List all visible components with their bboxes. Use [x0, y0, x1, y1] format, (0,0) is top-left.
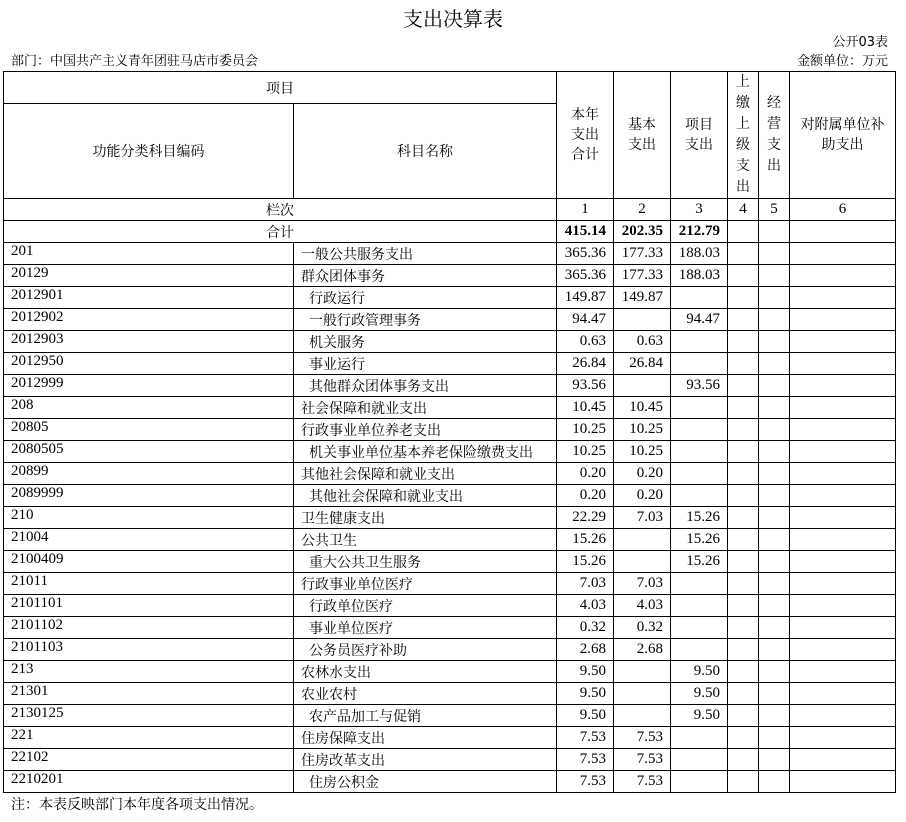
sum-subsidy	[790, 221, 896, 243]
row-basic: 0.20	[614, 463, 671, 485]
row-operation	[759, 397, 790, 419]
row-basic	[614, 529, 671, 551]
row-code: 21011	[4, 573, 294, 595]
row-remit	[728, 749, 759, 771]
header-project-expense	[671, 72, 728, 199]
table-row	[4, 309, 896, 331]
row-subsidy	[790, 309, 896, 331]
row-code: 2210201	[4, 771, 294, 793]
row-project	[671, 287, 728, 309]
row-basic: 10.45	[614, 397, 671, 419]
header-operation	[759, 72, 790, 199]
row-basic: 10.25	[614, 441, 671, 463]
row-total: 7.53	[557, 771, 614, 793]
row-subject-name: 群众团体事务	[294, 265, 557, 287]
row-subject-name: 公共卫生	[294, 529, 557, 551]
header-remit	[728, 72, 759, 199]
row-code: 2080505	[4, 441, 294, 463]
row-total: 0.20	[557, 463, 614, 485]
table-row	[4, 661, 896, 683]
table-row	[4, 683, 896, 705]
row-basic: 7.53	[614, 771, 671, 793]
row-project	[671, 639, 728, 661]
row-operation	[759, 551, 790, 573]
row-basic: 7.53	[614, 749, 671, 771]
row-operation	[759, 727, 790, 749]
row-project: 93.56	[671, 375, 728, 397]
row-code: 2012903	[4, 331, 294, 353]
row-project: 188.03	[671, 265, 728, 287]
row-subject-name: 行政单位医疗	[294, 595, 557, 617]
row-code: 2089999	[4, 485, 294, 507]
row-project	[671, 419, 728, 441]
row-code: 2100409	[4, 551, 294, 573]
row-remit	[728, 529, 759, 551]
row-code: 221	[4, 727, 294, 749]
header-subsidy-text: 对附属单位补助支出	[800, 117, 885, 153]
header-func-code: 功能分类科目编码	[4, 104, 294, 199]
row-total: 10.45	[557, 397, 614, 419]
row-project: 94.47	[671, 309, 728, 331]
row-subsidy	[790, 265, 896, 287]
row-subsidy	[790, 485, 896, 507]
row-operation	[759, 441, 790, 463]
row-subject-name: 公务员医疗补助	[294, 639, 557, 661]
row-code: 210	[4, 507, 294, 529]
row-remit	[728, 639, 759, 661]
row-basic: 10.25	[614, 419, 671, 441]
row-basic: 0.63	[614, 331, 671, 353]
table-row	[4, 705, 896, 727]
row-basic	[614, 309, 671, 331]
header-total	[557, 72, 614, 199]
row-subsidy	[790, 727, 896, 749]
row-remit	[728, 573, 759, 595]
row-subsidy	[790, 331, 896, 353]
header-basic-text: 基本支出	[628, 117, 656, 153]
row-subject-name: 住房改革支出	[294, 749, 557, 771]
row-total: 0.20	[557, 485, 614, 507]
row-basic	[614, 661, 671, 683]
expenditure-table	[3, 71, 896, 793]
row-total: 9.50	[557, 683, 614, 705]
row-subsidy	[790, 683, 896, 705]
department-label: 部门：中国共产主义青年团驻马店市委员会	[11, 54, 259, 69]
row-subsidy	[790, 243, 896, 265]
row-project	[671, 727, 728, 749]
sum-label: 合计	[4, 221, 557, 243]
row-project	[671, 353, 728, 375]
row-total: 149.87	[557, 287, 614, 309]
row-remit	[728, 551, 759, 573]
row-total: 4.03	[557, 595, 614, 617]
row-code: 20129	[4, 265, 294, 287]
row-operation	[759, 265, 790, 287]
header-subject-name: 科目名称	[294, 104, 557, 199]
col-number: 5	[759, 199, 790, 221]
row-subsidy	[790, 529, 896, 551]
row-subject-name: 机关服务	[294, 331, 557, 353]
row-basic: 26.84	[614, 353, 671, 375]
row-remit	[728, 463, 759, 485]
row-code: 20899	[4, 463, 294, 485]
row-total: 93.56	[557, 375, 614, 397]
row-operation	[759, 243, 790, 265]
row-total: 7.53	[557, 749, 614, 771]
row-subsidy	[790, 353, 896, 375]
sum-basic: 202.35	[614, 221, 671, 243]
col-number: 6	[790, 199, 896, 221]
row-project	[671, 463, 728, 485]
row-project	[671, 485, 728, 507]
row-code: 2101101	[4, 595, 294, 617]
footnote: 注：本表反映部门本年度各项支出情况。	[11, 797, 263, 813]
sum-total: 415.14	[557, 221, 614, 243]
table-row	[4, 771, 896, 793]
row-project	[671, 771, 728, 793]
table-row	[4, 529, 896, 551]
row-project	[671, 397, 728, 419]
row-remit	[728, 705, 759, 727]
row-project: 188.03	[671, 243, 728, 265]
row-subsidy	[790, 287, 896, 309]
row-total: 0.63	[557, 331, 614, 353]
row-operation	[759, 529, 790, 551]
row-operation	[759, 749, 790, 771]
table-row	[4, 287, 896, 309]
row-subject-name: 其他群众团体事务支出	[294, 375, 557, 397]
row-operation	[759, 683, 790, 705]
row-code: 213	[4, 661, 294, 683]
row-subsidy	[790, 749, 896, 771]
row-basic: 0.20	[614, 485, 671, 507]
row-subject-name: 行政事业单位医疗	[294, 573, 557, 595]
row-project	[671, 749, 728, 771]
row-code: 21004	[4, 529, 294, 551]
header-remit-text: 上缴上级支出	[736, 74, 750, 195]
sum-operation	[759, 221, 790, 243]
header-total-text: 本年支出合计	[571, 107, 599, 163]
row-operation	[759, 375, 790, 397]
row-subsidy	[790, 419, 896, 441]
row-subject-name: 机关事业单位基本养老保险缴费支出	[294, 441, 557, 463]
row-subject-name: 农产品加工与促销	[294, 705, 557, 727]
row-remit	[728, 419, 759, 441]
row-operation	[759, 617, 790, 639]
header-basic	[614, 72, 671, 199]
unit-label: 金额单位：万元	[796, 54, 888, 69]
row-remit	[728, 375, 759, 397]
row-subsidy	[790, 441, 896, 463]
row-operation	[759, 331, 790, 353]
row-code: 2012902	[4, 309, 294, 331]
row-remit	[728, 441, 759, 463]
row-operation	[759, 595, 790, 617]
row-subsidy	[790, 507, 896, 529]
row-remit	[728, 353, 759, 375]
row-basic: 7.53	[614, 727, 671, 749]
row-total: 10.25	[557, 419, 614, 441]
row-total: 0.32	[557, 617, 614, 639]
row-total: 26.84	[557, 353, 614, 375]
row-code: 2101103	[4, 639, 294, 661]
row-operation	[759, 661, 790, 683]
row-remit	[728, 661, 759, 683]
table-row	[4, 507, 896, 529]
lanci-label: 栏次	[4, 199, 557, 221]
row-subsidy	[790, 397, 896, 419]
row-basic	[614, 705, 671, 727]
row-operation	[759, 705, 790, 727]
sum-project: 212.79	[671, 221, 728, 243]
table-row	[4, 485, 896, 507]
row-operation	[759, 771, 790, 793]
row-basic: 7.03	[614, 573, 671, 595]
row-operation	[759, 485, 790, 507]
row-total: 2.68	[557, 639, 614, 661]
col-number: 1	[557, 199, 614, 221]
table-row	[4, 727, 896, 749]
row-total: 15.26	[557, 529, 614, 551]
table-row	[4, 353, 896, 375]
form-number: 公开03表	[832, 35, 888, 50]
row-project: 15.26	[671, 507, 728, 529]
row-remit	[728, 309, 759, 331]
table-row	[4, 551, 896, 573]
row-project	[671, 441, 728, 463]
row-remit	[728, 485, 759, 507]
row-operation	[759, 463, 790, 485]
row-subject-name: 住房公积金	[294, 771, 557, 793]
row-subsidy	[790, 771, 896, 793]
row-total: 365.36	[557, 243, 614, 265]
row-remit	[728, 595, 759, 617]
row-subject-name: 事业运行	[294, 353, 557, 375]
col-number: 2	[614, 199, 671, 221]
table-row	[4, 573, 896, 595]
row-subject-name: 一般行政管理事务	[294, 309, 557, 331]
table-row	[4, 375, 896, 397]
row-remit	[728, 727, 759, 749]
row-subject-name: 行政事业单位养老支出	[294, 419, 557, 441]
row-basic	[614, 683, 671, 705]
table-row	[4, 397, 896, 419]
row-remit	[728, 331, 759, 353]
table-row	[4, 243, 896, 265]
row-project: 9.50	[671, 705, 728, 727]
row-project	[671, 573, 728, 595]
row-subsidy	[790, 705, 896, 727]
row-operation	[759, 287, 790, 309]
table-row	[4, 749, 896, 771]
row-total: 10.25	[557, 441, 614, 463]
row-remit	[728, 771, 759, 793]
row-total: 365.36	[557, 265, 614, 287]
row-project: 15.26	[671, 551, 728, 573]
row-operation	[759, 309, 790, 331]
row-basic: 4.03	[614, 595, 671, 617]
row-total: 9.50	[557, 705, 614, 727]
row-basic: 177.33	[614, 243, 671, 265]
table-row	[4, 419, 896, 441]
row-operation	[759, 573, 790, 595]
row-subject-name: 事业单位医疗	[294, 617, 557, 639]
col-number: 4	[728, 199, 759, 221]
row-subject-name: 一般公共服务支出	[294, 243, 557, 265]
row-remit	[728, 265, 759, 287]
row-subject-name: 其他社会保障和就业支出	[294, 463, 557, 485]
row-code: 2012950	[4, 353, 294, 375]
row-basic: 7.03	[614, 507, 671, 529]
row-basic: 2.68	[614, 639, 671, 661]
row-subsidy	[790, 617, 896, 639]
row-subject-name: 农林水支出	[294, 661, 557, 683]
row-operation	[759, 507, 790, 529]
col-number: 3	[671, 199, 728, 221]
row-operation	[759, 353, 790, 375]
row-code: 20805	[4, 419, 294, 441]
row-total: 15.26	[557, 551, 614, 573]
row-operation	[759, 639, 790, 661]
header-project: 项目	[4, 72, 557, 104]
row-subject-name: 卫生健康支出	[294, 507, 557, 529]
table-row	[4, 441, 896, 463]
row-subsidy	[790, 463, 896, 485]
row-code: 2101102	[4, 617, 294, 639]
row-remit	[728, 397, 759, 419]
row-basic	[614, 551, 671, 573]
row-subsidy	[790, 375, 896, 397]
sum-remit	[728, 221, 759, 243]
row-subject-name: 重大公共卫生服务	[294, 551, 557, 573]
row-project: 9.50	[671, 661, 728, 683]
row-subsidy	[790, 661, 896, 683]
row-total: 94.47	[557, 309, 614, 331]
row-remit	[728, 243, 759, 265]
row-operation	[759, 419, 790, 441]
header-subsidy	[790, 72, 896, 199]
row-total: 7.53	[557, 727, 614, 749]
table-row	[4, 265, 896, 287]
table-row	[4, 463, 896, 485]
row-total: 22.29	[557, 507, 614, 529]
row-total: 7.03	[557, 573, 614, 595]
header-operation-text: 经营支出	[767, 95, 781, 174]
row-subject-name: 行政运行	[294, 287, 557, 309]
row-code: 2130125	[4, 705, 294, 727]
table-row	[4, 639, 896, 661]
row-project	[671, 331, 728, 353]
row-code: 201	[4, 243, 294, 265]
table-row	[4, 595, 896, 617]
row-basic	[614, 375, 671, 397]
table-row	[4, 617, 896, 639]
row-code: 21301	[4, 683, 294, 705]
row-code: 22102	[4, 749, 294, 771]
row-remit	[728, 683, 759, 705]
row-subject-name: 农业农村	[294, 683, 557, 705]
row-subsidy	[790, 551, 896, 573]
page-title: 支出决算表	[403, 7, 503, 31]
row-subsidy	[790, 639, 896, 661]
row-code: 208	[4, 397, 294, 419]
row-project	[671, 617, 728, 639]
row-subject-name: 住房保障支出	[294, 727, 557, 749]
row-remit	[728, 507, 759, 529]
row-basic: 177.33	[614, 265, 671, 287]
row-remit	[728, 617, 759, 639]
row-subject-name: 社会保障和就业支出	[294, 397, 557, 419]
row-total: 9.50	[557, 661, 614, 683]
row-project: 9.50	[671, 683, 728, 705]
row-remit	[728, 287, 759, 309]
row-project	[671, 595, 728, 617]
row-project: 15.26	[671, 529, 728, 551]
row-basic: 0.32	[614, 617, 671, 639]
row-basic: 149.87	[614, 287, 671, 309]
row-code: 2012999	[4, 375, 294, 397]
row-subject-name: 其他社会保障和就业支出	[294, 485, 557, 507]
header-project-expense-text: 项目支出	[685, 117, 713, 153]
row-subsidy	[790, 573, 896, 595]
row-subsidy	[790, 595, 896, 617]
row-code: 2012901	[4, 287, 294, 309]
table-row	[4, 331, 896, 353]
